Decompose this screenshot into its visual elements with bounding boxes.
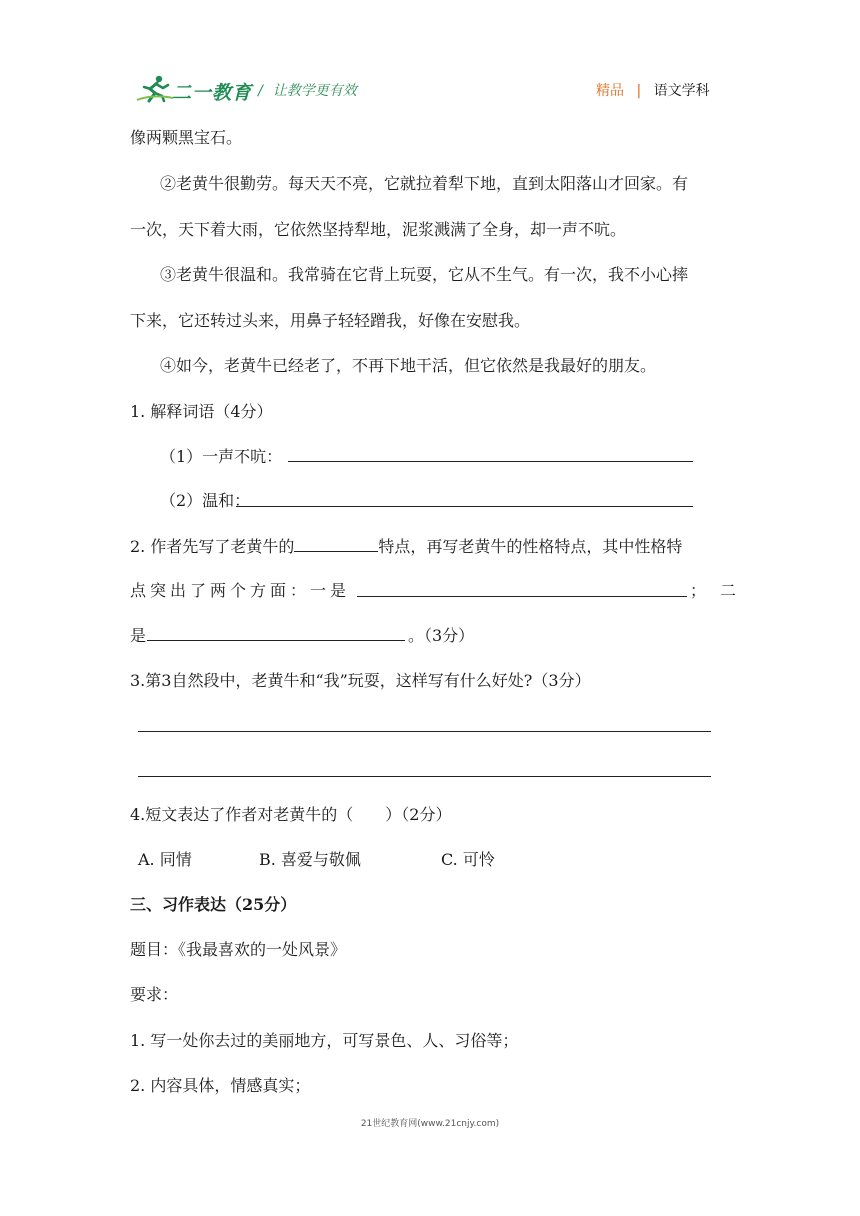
answer-line[interactable] [288,461,693,462]
answer-blank[interactable] [294,535,378,552]
composition-topic: 题目：《我最喜欢的一处风景》 [130,940,347,959]
option-a[interactable]: A. 同情 [138,850,192,869]
answer-line[interactable] [138,731,711,732]
question-1: 1. 解释词语（4分） [130,402,273,421]
brand-name: 二一教育 [172,82,253,104]
q2-text-a: 2. 作者先写了老黄牛的 [130,537,295,556]
q2-line-3-end: 。（3分） [408,626,475,645]
tag-subject: 语文学科 [653,83,710,99]
q2-line-3-start: 是 [130,626,147,645]
requirement-2: 2. 内容具体，情感真实； [130,1076,311,1095]
tag-premium: 精品 [596,83,624,99]
passage-line: ④如今，老黄牛已经老了，不再下地干活，但它依然是我最好的朋友。 [160,356,657,375]
q2-line-2-start: 点突出了两个方面：一是 [130,581,351,600]
passage-line: 像两颗黑宝石。 [130,128,243,147]
passage-line: 一次，天下着大雨，它依然坚持犁地，泥浆溅满了全身，却一声不吭。 [130,220,627,239]
passage-line: 下来，它还转过头来，用鼻子轻轻蹭我，好像在安慰我。 [130,311,531,330]
option-c[interactable]: C. 可怜 [441,850,495,869]
page-footer: 21世纪教育网(www.21cnjy.com) [360,1119,500,1129]
header-tags [596,80,710,100]
answer-line[interactable] [147,640,405,641]
slogan-text: 让教学更有效 [272,83,357,99]
question-3: 3.第3自然段中，老黄牛和“我”玩耍，这样写有什么好处?（3分） [130,671,591,690]
q1-item-2-label: （2）温和： [160,491,251,510]
runner-logo-icon [135,74,175,104]
passage-line: ③老黄牛很温和。我常骑在它背上玩耍，它从不生气。有一次，我不小心摔 [160,265,689,284]
q2-text-b: 特点，再写老黄牛的性格特点，其中性格特 [378,537,683,556]
option-b[interactable]: B. 喜爱与敬佩 [259,850,361,869]
tag-divider: | [636,83,642,99]
q1-item-1-label: （1）一声不吭： [160,447,283,466]
question-2-line-1 [130,535,682,558]
requirements-label: 要求： [130,985,179,1004]
question-4: 4.短文表达了作者对老黄牛的（ ）（2分） [130,805,452,824]
requirement-1: 1. 写一处你去过的美丽地方，可写景色、人、习俗等； [130,1031,519,1050]
slogan [258,80,357,100]
answer-line[interactable] [357,596,687,597]
passage-line: ②老黄牛很勤劳。每天天不亮，它就拉着犁下地，直到太阳落山才回家。有 [160,174,689,193]
slogan-separator: / [258,83,263,99]
q2-line-2-end: ；二 [690,581,751,600]
answer-line[interactable] [236,506,693,507]
answer-line[interactable] [138,776,711,777]
section-3-heading: 三、习作表达（25分） [130,895,297,914]
